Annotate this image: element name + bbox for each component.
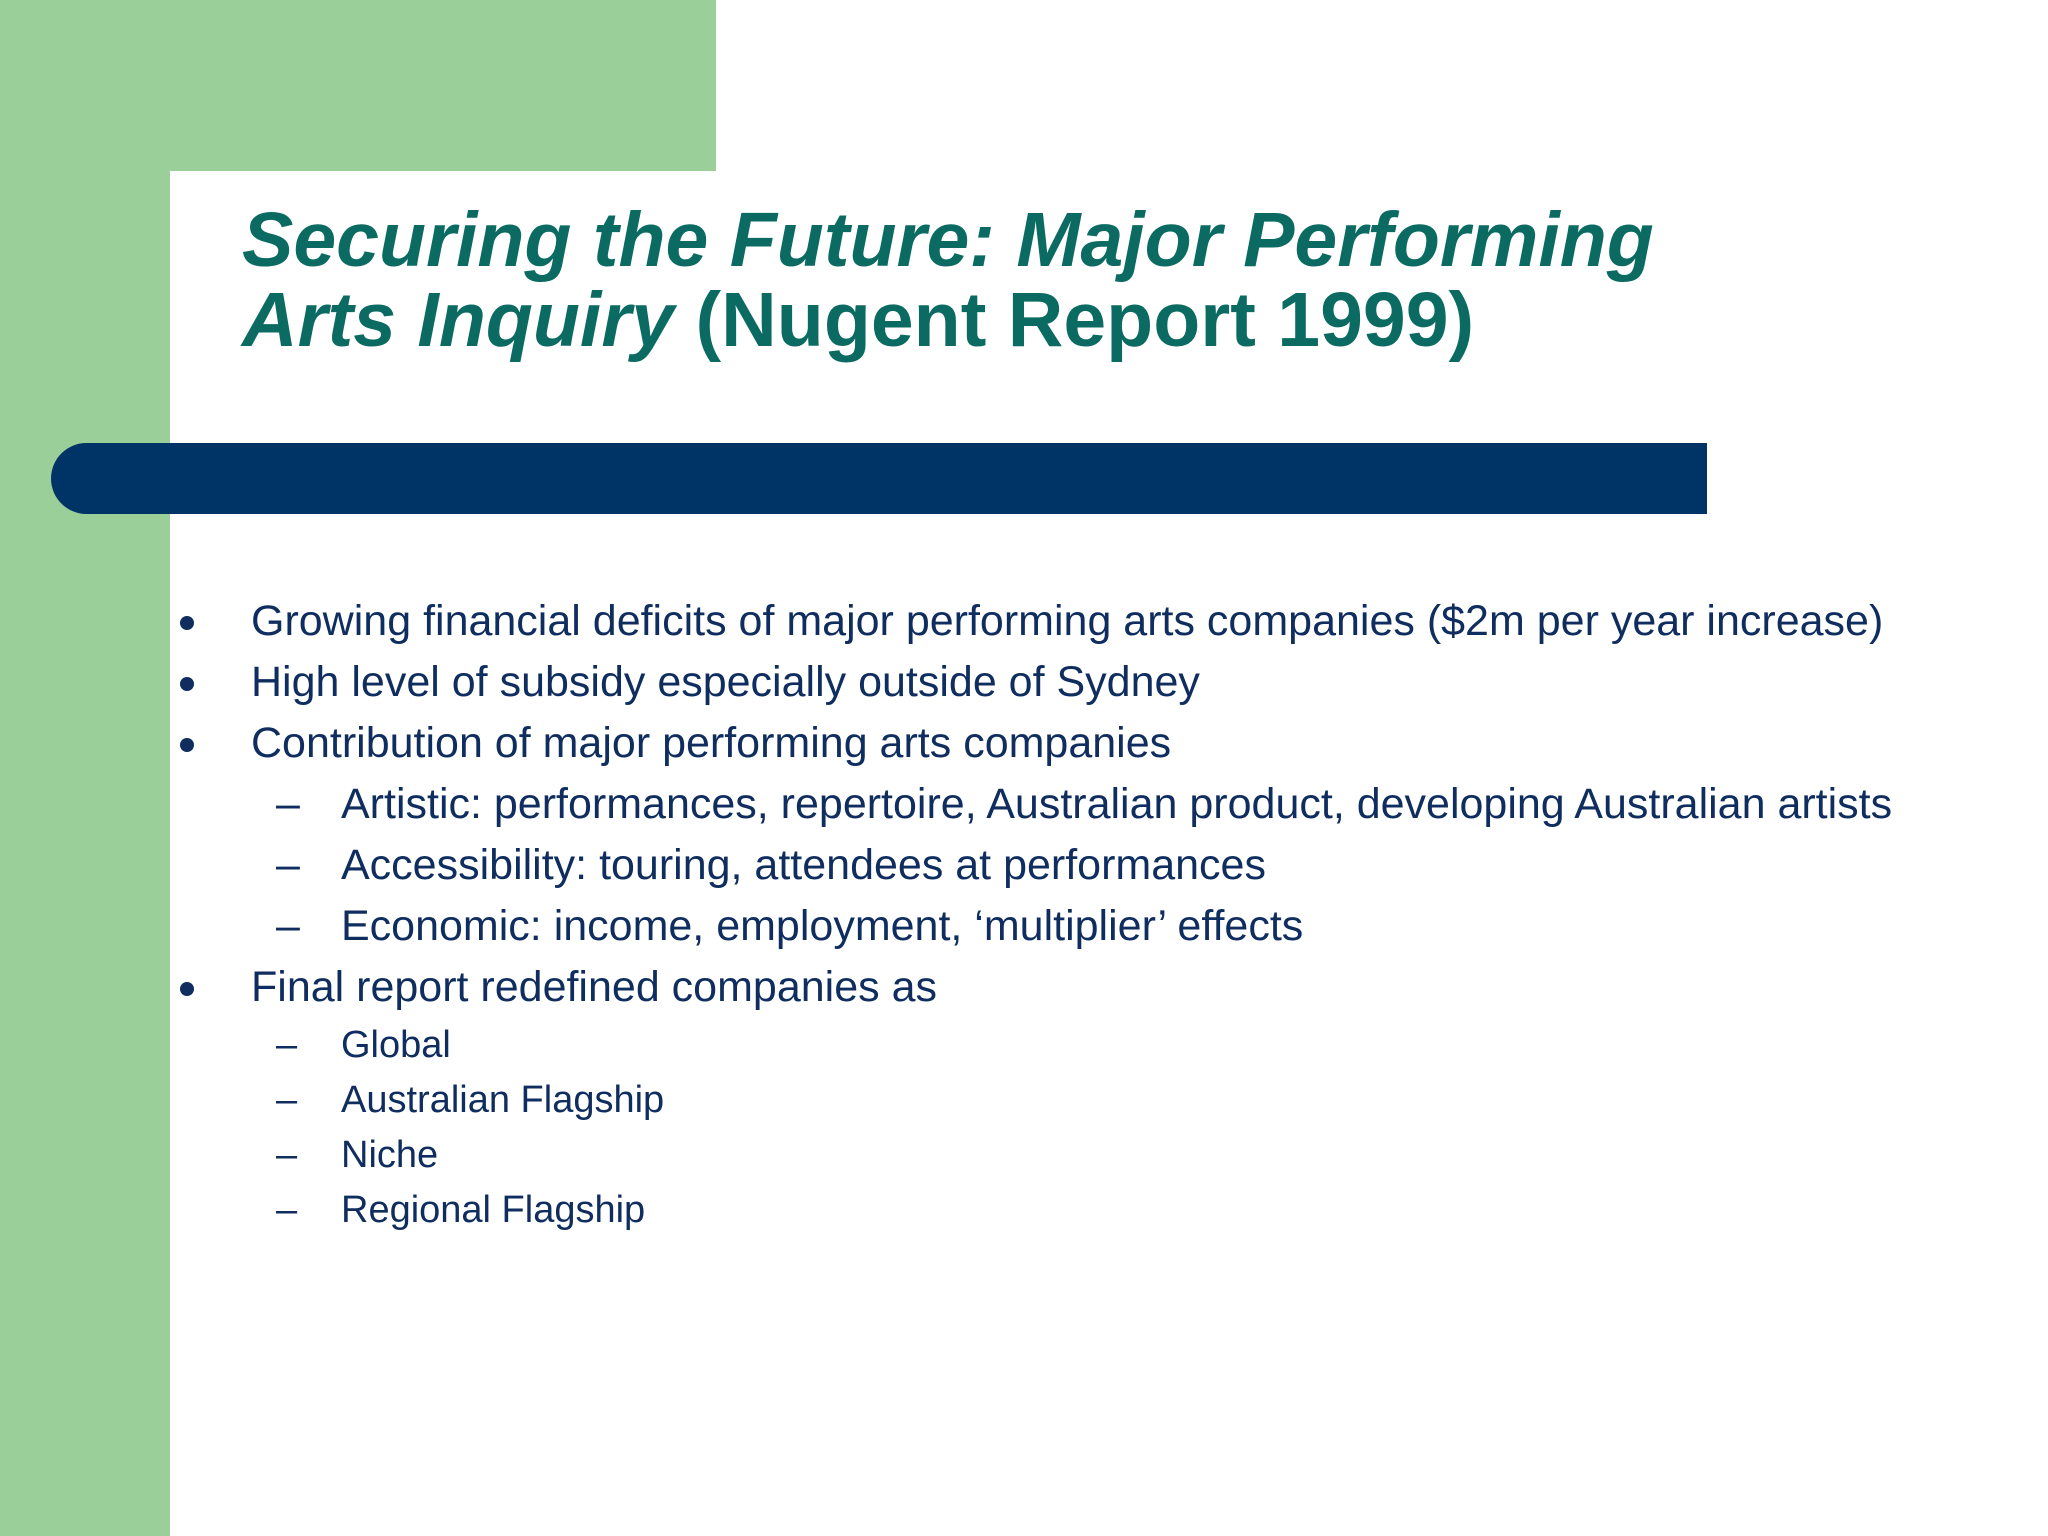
dash-icon: –: [276, 902, 300, 950]
company-type-text: Niche: [341, 1134, 439, 1176]
bullet-dot-icon: [180, 738, 194, 752]
dash-icon: –: [276, 1024, 298, 1066]
sub-bullet-item: [170, 840, 2000, 891]
company-type-text: Australian Flagship: [341, 1079, 665, 1121]
green-sidebar: [0, 0, 170, 1536]
bullet-text: Final report redefined companies as: [251, 963, 937, 1011]
sub-bullet-text: Economic: income, employment, ‘multiplier’ effects: [341, 902, 1304, 950]
title-divider-bar: [51, 443, 1707, 514]
bullet-item: [170, 718, 2000, 769]
bullet-text: Growing financial deficits of major performing arts companies ($2m per year increase): [251, 597, 1884, 645]
sub-bullet-item: [170, 1078, 2000, 1123]
bullet-dot-icon: [180, 677, 194, 691]
title-italic-part: Securing the Future: Major Performing Arts Inquiry: [242, 197, 1654, 363]
dash-icon: –: [276, 780, 300, 828]
dash-icon: –: [276, 841, 300, 889]
slide-body: [170, 596, 2000, 1243]
sub-bullet-item: [170, 1188, 2000, 1233]
company-type-text: Global: [341, 1024, 451, 1066]
sub-bullet-item: [170, 1133, 2000, 1178]
title-plain-part: (Nugent Report 1999): [695, 277, 1475, 363]
sub-bullet-item: [170, 1023, 2000, 1068]
company-type-text: Regional Flagship: [341, 1189, 646, 1231]
dash-icon: –: [276, 1189, 298, 1231]
sub-bullet-item: [170, 901, 2000, 952]
sub-bullet-text: Artistic: performances, repertoire, Australian product, developing Australian artists: [341, 780, 1893, 828]
bullet-item: [170, 657, 2000, 708]
dash-icon: –: [276, 1079, 298, 1121]
bullet-dot-icon: [180, 616, 194, 630]
bullet-text: Contribution of major performing arts companies: [251, 719, 1172, 767]
dash-icon: –: [276, 1134, 298, 1176]
slide-title: [242, 197, 1802, 363]
green-top-block: [0, 0, 716, 171]
bullet-item: [170, 596, 2000, 647]
sub-bullet-text: Accessibility: touring, attendees at performances: [341, 841, 1266, 889]
bullet-text: High level of subsidy especially outside of Sydney: [251, 658, 1200, 706]
bullet-item: [170, 962, 2000, 1013]
sub-bullet-item: [170, 779, 2000, 830]
bullet-dot-icon: [180, 982, 194, 996]
